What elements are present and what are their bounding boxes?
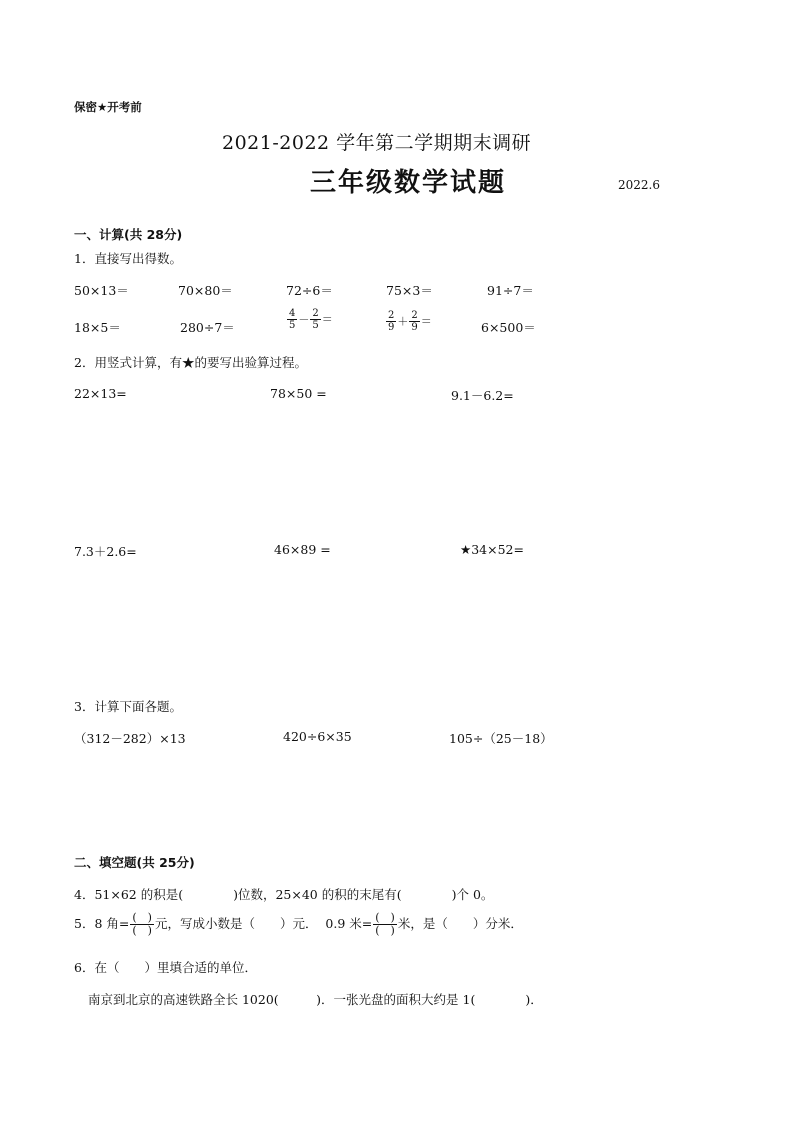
q1-prompt: 1．直接写出得数。 bbox=[74, 251, 182, 266]
q6-prompt: 6．在（ ）里填合适的单位． bbox=[74, 960, 257, 975]
q3-item: 105÷（25－18） bbox=[449, 731, 553, 746]
q1-item: 75×3＝ bbox=[386, 283, 433, 298]
q2-item: 9.1－6.2= bbox=[451, 388, 514, 403]
exam-title-line2: 三年级数学试题 bbox=[310, 168, 507, 198]
q3-item: （312－282）×13 bbox=[74, 731, 186, 746]
q2-item: 46×89 = bbox=[274, 542, 331, 557]
q1-item: 6×500＝ bbox=[481, 320, 536, 335]
exam-title-line1: 2021-2022 学年第二学期期末调研 bbox=[222, 132, 532, 154]
section1-heading: 一、计算(共 28分) bbox=[74, 227, 183, 242]
q1-item: 18×5＝ bbox=[74, 320, 121, 335]
exam-date: 2022.6 bbox=[618, 178, 660, 192]
q1-item: 50×13＝ bbox=[74, 283, 129, 298]
blank-fraction[interactable]: $\frac{( )}{( )}$ bbox=[375, 911, 395, 937]
q2-prompt: 2．用竖式计算，有★的要写出验算过程。 bbox=[74, 355, 307, 370]
q1-fraction-expression: $\frac{2}{9}$ ＋ $\frac{2}{9}$ ＝ bbox=[388, 310, 432, 333]
q1-fraction-expression: $\frac{4}{5}$ － $\frac{2}{5}$ ＝ bbox=[289, 308, 333, 331]
q1-item: 280÷7＝ bbox=[180, 320, 235, 335]
q5-text: 5．8 角= $\frac{( )}{( )}$ 元，写成小数是（ ）元． 0.9 米= $\frac{( )}{( )}$ 米，是（ ）分米． bbox=[74, 911, 523, 937]
fraction: $\frac{4}{5}$ bbox=[289, 308, 296, 331]
q1-item: 70×80＝ bbox=[178, 283, 233, 298]
q1-item: 91÷7＝ bbox=[487, 283, 534, 298]
confidential-label: 保密★开考前 bbox=[74, 100, 142, 114]
section2-heading: 二、填空题(共 25分) bbox=[74, 855, 195, 870]
q2-item: 78×50 = bbox=[270, 386, 327, 401]
blank-fraction[interactable]: $\frac{( )}{( )}$ bbox=[132, 911, 152, 937]
q3-item: 420÷6×35 bbox=[283, 729, 352, 744]
fraction: $\frac{2}{9}$ bbox=[411, 310, 418, 333]
q4-text: 4．51×62 的积是( )位数，25×40 的积的末尾有( )个 0。 bbox=[74, 887, 494, 902]
q1-item: 72÷6＝ bbox=[286, 283, 333, 298]
fraction: $\frac{2}{9}$ bbox=[388, 310, 395, 333]
q3-prompt: 3．计算下面各题。 bbox=[74, 699, 182, 714]
q2-item: 22×13= bbox=[74, 386, 127, 401]
q2-item: 7.3＋2.6= bbox=[74, 544, 137, 559]
q6-detail: 南京到北京的高速铁路全长 1020( )．一张光盘的面积大约是 1( )． bbox=[88, 992, 543, 1007]
q2-item: ★34×52= bbox=[460, 542, 524, 557]
fraction: $\frac{2}{5}$ bbox=[312, 308, 319, 331]
